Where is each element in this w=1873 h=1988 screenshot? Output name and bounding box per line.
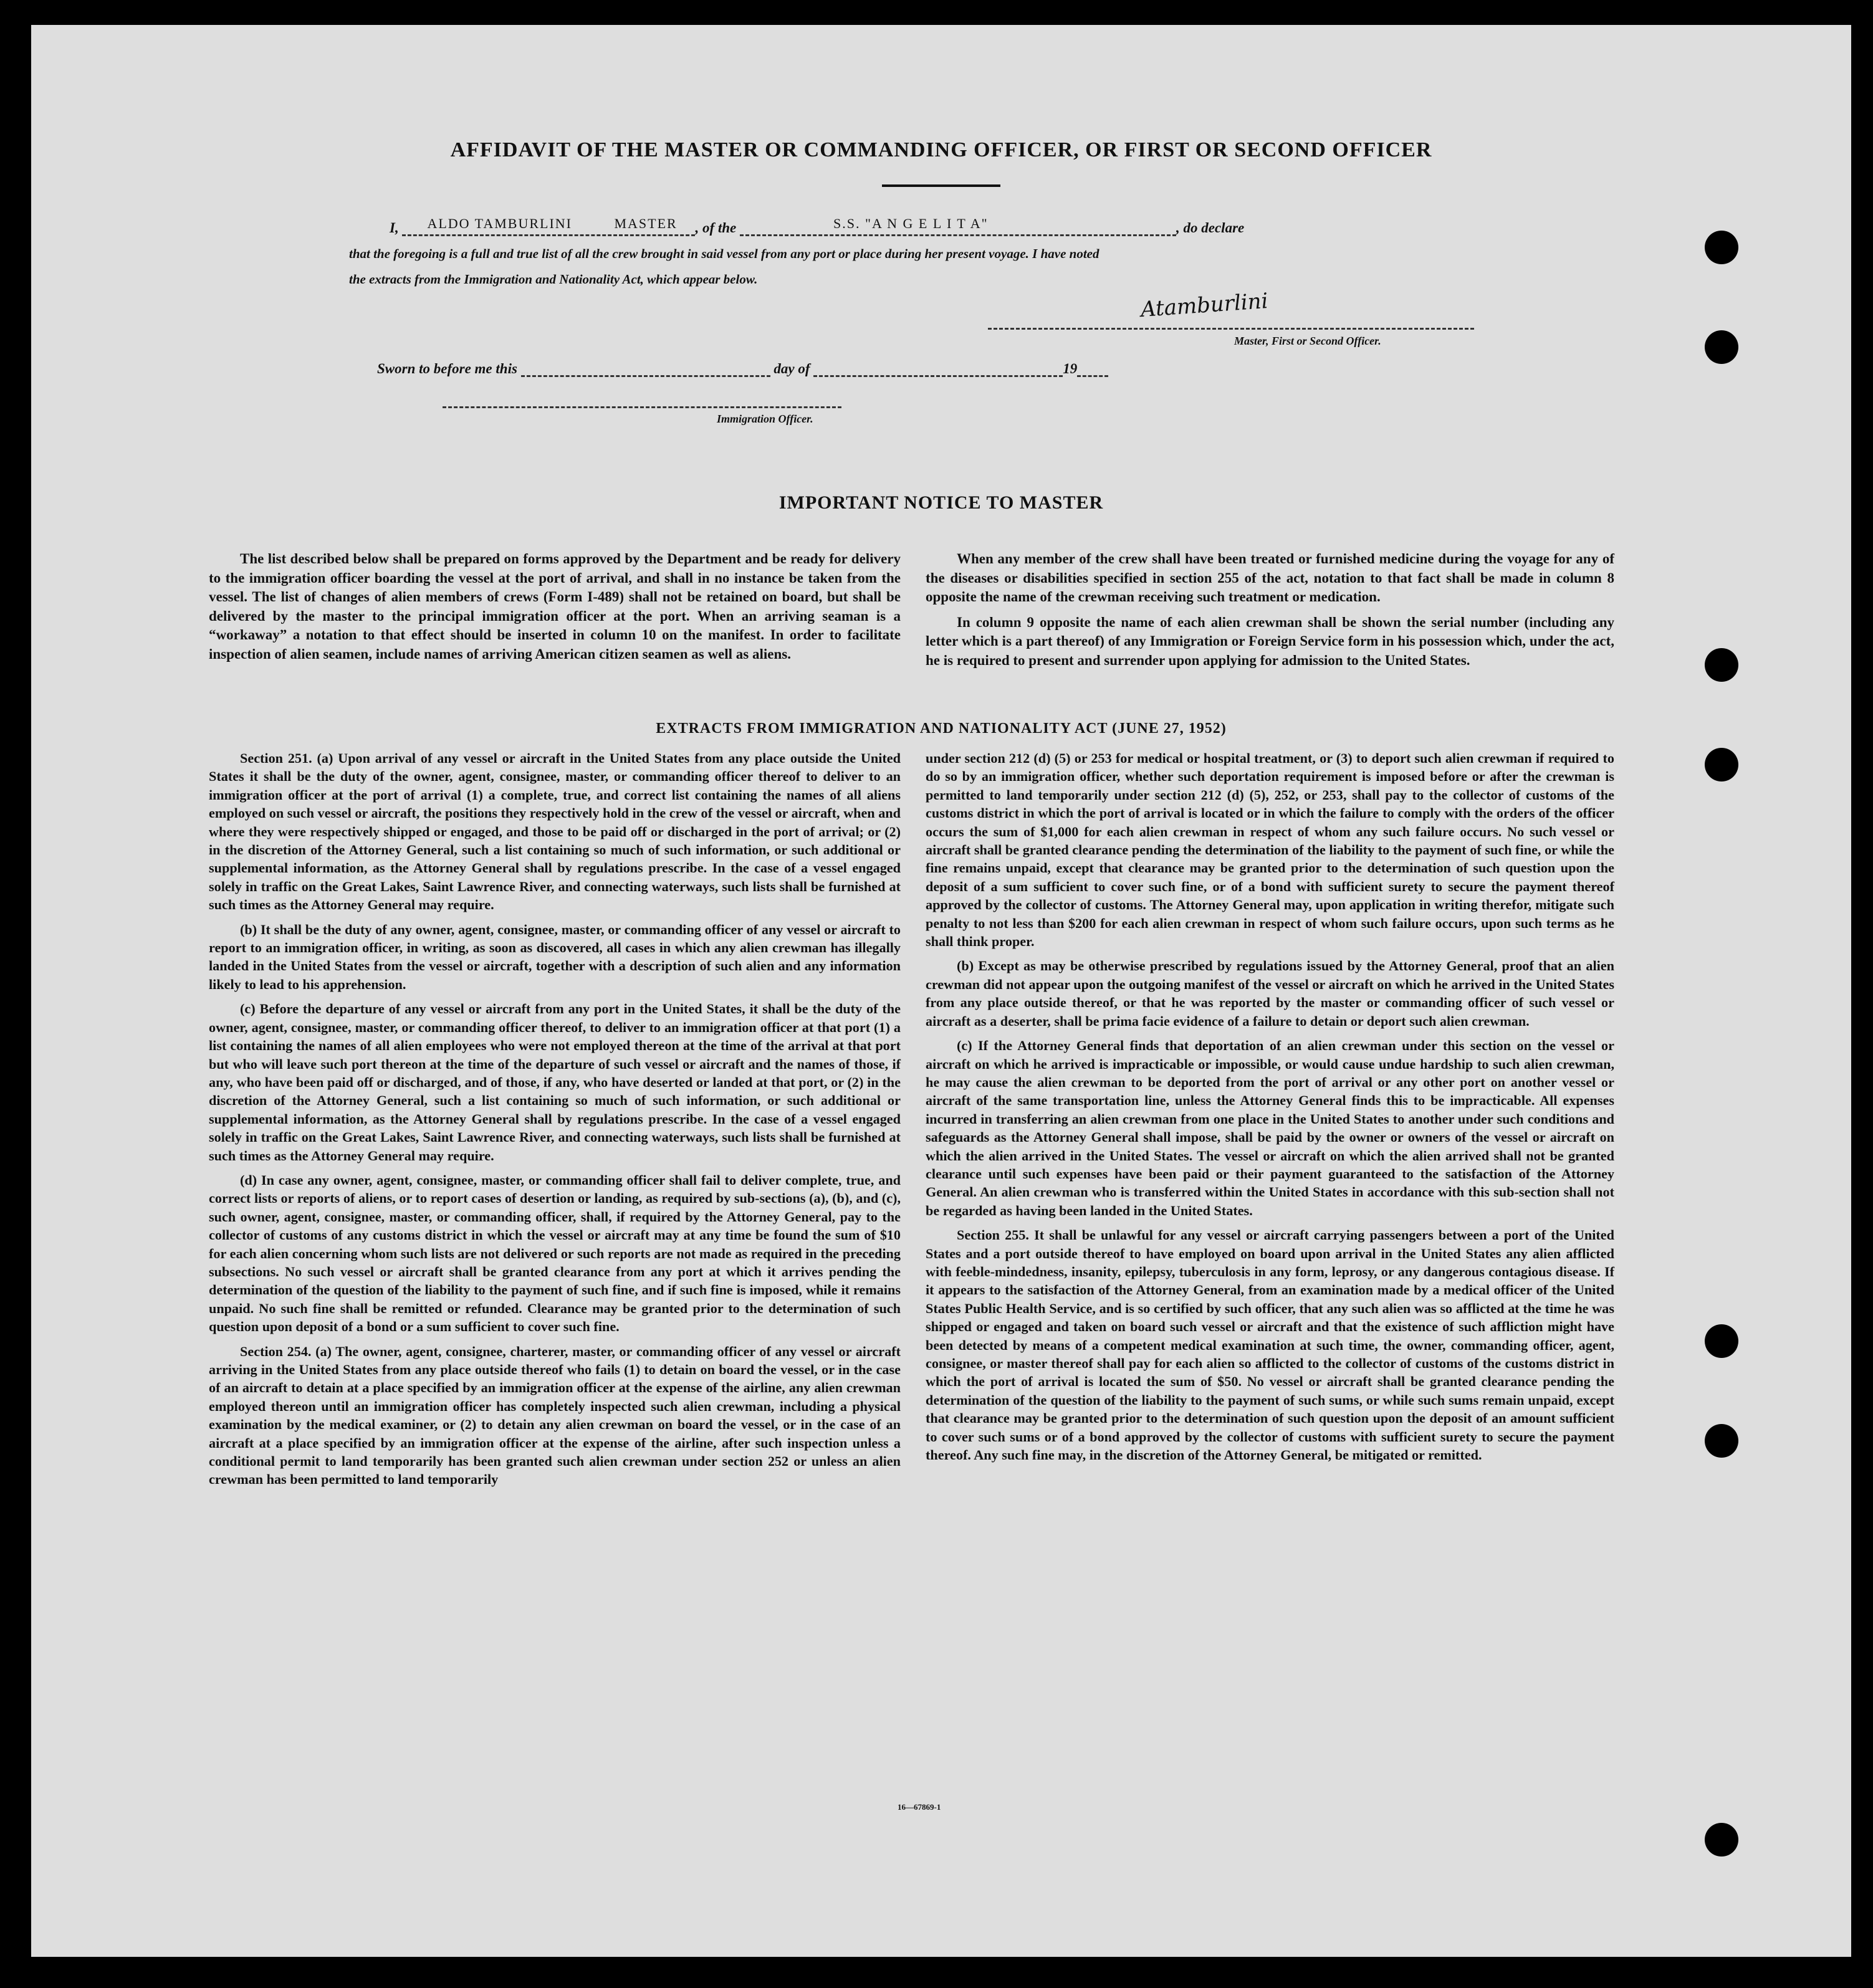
punch-hole (1705, 1823, 1738, 1857)
sworn-year-field (1077, 360, 1108, 377)
extract-paragraph: Section 254. (a) The owner, agent, consignee, charterer, master, or commanding officer of any vessel or aircraft arriving in the United States from any place outside thereof who fails (1) to detain on board the vessel, or in the case of an aircraft to detain at a place specified by an immigration officer at the expense of the airline, any alien crewman employed thereon until an immigration officer has completely inspected such alien crewman, including a physical examination by the medical examiner, or (2) to detain any alien crewman on board the vessel, or in the case of an aircraft at a place specified by an immigration officer at the expense of the airline, after such inspection unless a conditional permit to land temporarily has been granted such alien crewman under section 252 or unless an alien crewman has been permitted to land temporarily (209, 1343, 901, 1488)
punch-hole (1705, 648, 1738, 682)
punch-hole (1705, 748, 1738, 781)
form-code: 16—67869-1 (898, 1802, 941, 1812)
signature-line (988, 328, 1474, 330)
extract-paragraph: under section 212 (d) (5) or 253 for medical or hospital treatment, or (3) to deport such alien crewman if required to do so by an immigration officer, whether such deportation requirement is imposed before or after the crewman is permitted to land temporarily under section 212 (d) (5), 252, or 253, shall pay to the collector of customs of the customs district in which the port of arrival is located or in which the failure to comply with the orders of the officer occurs the sum of $1,000 for each alien crewman in respect of whom any such failure occurs. No such vessel or aircraft shall be granted clearance pending the determination of the liability to the payment of such fine, or while the fine remains unpaid, except that clearance may be granted prior to the determination of such question upon the deposit of a sum sufficient to cover such fine, or of a bond with sufficient surety to secure the payment thereof approved by the collector of customs. The Attorney General may, upon application in writing therefor, mitigate such penalty to not less than $200 for each alien crewman in respect of whom such failure occurs, upon such terms as he shall think proper. (926, 750, 1614, 950)
vessel-name: S.S. "A N G E L I T A" (833, 216, 989, 231)
extracts-left-column (209, 749, 901, 1495)
notice-right-text-2: In column 9 opposite the name of each alien crewman shall be shown the serial number (including any letter which is a part thereof) of any Immigration or Foreign Service form in his possession which, under the act, he is required to present and surrender upon applying for admission to the United States. (926, 614, 1614, 668)
extracts-right-column (926, 749, 1614, 1470)
notice-right-column (926, 550, 1614, 677)
declaration-line-3: the extracts from the Immigration and Nationality Act, which appear below. (349, 272, 758, 287)
declaration-line (390, 216, 1518, 236)
extract-paragraph: (d) In case any owner, agent, consignee, master, or commanding officer shall fail to deliver complete, true, and correct lists or reports of aliens, or to report cases of desertion or landing, as required by sub-sections (a), (b), and (c), such owner, agent, consignee, master, or commanding officer, shall, if required by the Attorney General, pay to the collector of customs of any customs district in which the vessel or aircraft may at any time be found the sum of $10 for each alien concerning whom such lists are not delivered or such reports are not made as required in the preceding subsections. No such vessel or aircraft shall be granted clearance from any port at which it arrives pending the determination of the question of the liability to the payment of such fine, and if such fine is imposed, while it remains unpaid. No such fine shall be remitted or refunded. Clearance may be granted prior to the determination of such question upon deposit of a bond or a sum sufficient to cover such fine. (209, 1172, 901, 1335)
year-label: 19 (1063, 361, 1078, 376)
notice-heading: IMPORTANT NOTICE TO MASTER (778, 492, 1104, 513)
extracts-heading: EXTRACTS FROM IMMIGRATION AND NATIONALITY ACT (JUNE 27, 1952) (656, 720, 1227, 737)
punch-hole (1705, 231, 1738, 264)
sworn-line (377, 360, 1108, 377)
officer-signature-line (443, 406, 841, 408)
of-the-label: , of the (695, 220, 737, 236)
master-name: ALDO TAMBURLINI (427, 216, 572, 231)
officer-label: Immigration Officer. (717, 413, 813, 425)
title-rule (882, 184, 1000, 187)
sworn-label: Sworn to before me this (377, 361, 517, 376)
notice-left-column (209, 550, 901, 671)
do-declare-label: , do declare (1176, 220, 1245, 236)
master-label: Master, First or Second Officer. (1234, 335, 1381, 347)
extract-paragraph: (b) Except as may be otherwise prescribed by regulations issued by the Attorney General, proof that an alien crewman did not appear upon the outgoing manifest of the vessel or aircraft on which he arrived in the United States from any place outside thereof, or that he was reported by the master or commanding officer of such vessel or aircraft as a deserter, shall be prima facie evidence of a failure to detain or deport such alien crewman. (926, 958, 1614, 1029)
master-signature: Atamburlini (1139, 288, 1269, 323)
extract-paragraph: Section 251. (a) Upon arrival of any vessel or aircraft in the United States from any place outside the United States it shall be the duty of the owner, agent, consignee, master, or commanding officer thereof to deliver to an immigration officer at the port of arrival (1) a complete, true, and correct list containing the names of all aliens employed on such vessel or aircraft, the positions they respectively hold in the crew of the vessel or aircraft, when and where they were respectively shipped or engaged, and those to be paid off or discharged in the port of arrival; or (2) in the discretion of the Attorney General, such a list containing so much of such information, or such additional or supplemental information, as the Attorney General shall by regulations prescribe. In the case of a vessel engaged solely in traffic on the Great Lakes, Saint Lawrence River, and connecting waterways, such lists shall be furnished at such times as the Attorney General may require. (209, 750, 901, 913)
day-of-label: day of (774, 361, 810, 376)
master-position: MASTER (614, 216, 678, 231)
extract-paragraph: (c) Before the departure of any vessel or aircraft from any port in the United States, it shall be the duty of the owner, agent, consignee, master, or commanding officer thereof, to deliver to an immigration officer at that port (1) a list containing the names of all alien employees who were not employed thereon at the time of the arrival at that port but who will leave such port thereon at the time of the departure of such vessel or aircraft and the names of those, if any, who have been paid off or discharged, and of those, if any, who have deserted or landed at that port, or (2) in the discretion of the Attorney General, such a list containing so much of such information, or such additional or supplemental information, as the Attorney General shall by regulations prescribe. In the case of a vessel engaged solely in traffic on the Great Lakes, Saint Lawrence River, and connecting waterways, such lists shall be furnished at such times as the Attorney General may require. (209, 1001, 901, 1164)
vessel-field (740, 216, 1176, 236)
extract-paragraph: (c) If the Attorney General finds that deportation of an alien crewman under this section on the vessel or aircraft on which he arrived is impracticable or impossible, or would cause undue hardship to such alien crewman, he may cause the alien crewman to be deported from the port of arrival or any other port on another vessel or aircraft of the same transportation line, unless the Attorney General finds this to be impracticable. All expenses incurred in transferring an alien crewman from one place in the United States to another under such conditions and safeguards as the Attorney General shall impose, shall be paid by the owner or owners of the vessel or aircraft on which the alien arrived in the United States. The vessel or aircraft on which the alien arrived shall not be granted clearance until such expenses have been paid or their payment guaranteed to the satisfaction of the Attorney General. An alien crewman who is transferred within the United States in accordance with this sub-section shall not be regarded as having been landed in the United States. (926, 1038, 1614, 1218)
affidavit-title: AFFIDAVIT OF THE MASTER OR COMMANDING OFFICER, OR FIRST OR SECOND OFFICER (450, 138, 1432, 161)
punch-hole (1705, 330, 1738, 364)
extract-paragraph: (b) It shall be the duty of any owner, agent, consignee, master, or commanding officer of any vessel or aircraft to report to an immigration officer, in writing, as soon as discovered, all cases in which any alien crewman has illegally landed in the United States from the vessel or aircraft, together with a description of such alien and any information likely to lead to his apprehension. (209, 921, 901, 992)
notice-left-text: The list described below shall be prepared on forms approved by the Department and be ready for delivery to the immigration officer boarding the vessel at the port of arrival, and shall in no instance be taken from the vessel. The list of changes of alien members of crews (Form I-489) shall not be retained on board, but shall be delivered by the master to the principal immigration officer at the port. When an arriving seaman is a “workaway” a notation to that effect should be inserted in column 10 on the manifest. In order to facilitate inspection of alien seamen, include names of arriving American citizen seamen as well as aliens. (209, 551, 901, 662)
name-field (402, 216, 695, 236)
extract-paragraph: Section 255. It shall be unlawful for any vessel or aircraft carrying passengers between a port of the United States and a port outside thereof to have employed on board upon arrival in the United States any alien afflicted with feeble-mindedness, insanity, epilepsy, tuberculosis in any form, leprosy, or any dangerous contagious disease. If it appears to the satisfaction of the Attorney General, from an examination made by a medical officer of the United States Public Health Service, and is so certified by such officer, that any such alien was so afflicted at the time he was shipped or engaged and taken on board such vessel or aircraft and that the existence of such affliction might have been detected by means of a competent medical examination at such time, the owner, commanding officer, agent, consignee, or master thereof shall pay for each alien so afflicted to the collector of customs of the customs district in which the port of arrival is located the sum of $50. No vessel or aircraft shall be granted clearance pending the determination of the question of the liability to the payment of such sums, or while such sums remain unpaid, except that clearance may be granted prior to the determination of such question upon the deposit of an amount sufficient to cover such sums or of a bond approved by the collector of customs with sufficient surety to secure the payment thereof. Any such fine may, in the discretion of the Attorney General, be mitigated or remitted. (926, 1227, 1614, 1463)
i-label: I, (390, 220, 399, 236)
sworn-month-field (813, 360, 1063, 377)
document-page (31, 25, 1851, 1957)
sworn-date-field (521, 360, 770, 377)
punch-hole (1705, 1324, 1738, 1358)
declaration-line-2: that the foregoing is a full and true list of all the crew brought in said vessel from any port or place during her present voyage. I have noted (349, 246, 1099, 261)
punch-hole (1705, 1424, 1738, 1458)
notice-right-text-1: When any member of the crew shall have been treated or furnished medicine during the voyage for any of the diseases or disabilities specified in section 255 of the act, notation to that fact shall be made in column 8 opposite the name of the crewman receiving such treatment or medication. (926, 551, 1614, 605)
